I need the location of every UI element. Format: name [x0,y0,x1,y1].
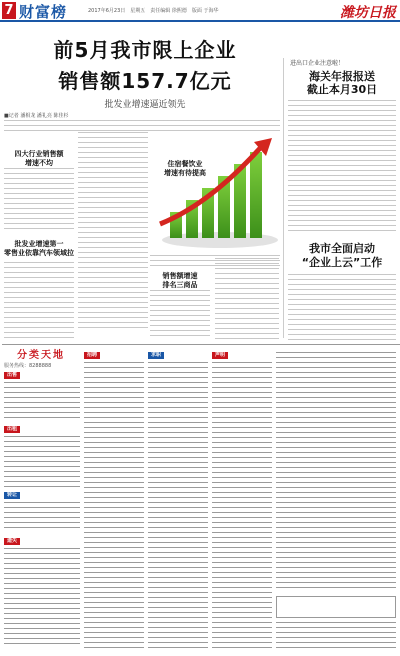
tag-transfer: 转让 [4,492,20,499]
text-column [84,362,144,648]
subhead-2: 批发业增速第一 零售业依靠汽车领域拉 [4,240,74,257]
tag-rent: 出租 [4,426,20,433]
classified-title: 分类天地 [17,350,65,361]
text-column [4,168,74,233]
text-column [212,362,272,648]
text-column [78,132,148,332]
right-headline-2-line-2: “企业上云”工作 [301,256,383,269]
text-column [276,352,396,592]
tag-lost: 遗失 [4,538,20,545]
bar-6 [250,152,262,238]
right-kicker: 进出口企业注意啦！ [290,60,345,67]
subhead-3: 住宿餐饮业 增速有待提高 [164,160,206,177]
text-column [276,622,396,648]
text-column [288,274,396,340]
right-headline-1-line-1: 海关年报报送 [309,70,375,83]
text-column [4,262,74,340]
right-headline-1 [286,70,398,96]
classified-hotline: 服务热线：8288888 [4,363,52,369]
right-headline-2 [286,242,398,270]
newspaper-logo: 潍坊日报 [340,5,396,21]
right-headline-1-line-2: 截止本月30日 [306,83,378,96]
text-column [4,382,80,422]
subhead-1: 四大行业销售额 增速不均 [14,150,64,167]
right-headline-2-line-1: 我市全面启动 [309,242,375,255]
issue-meta: 2017年6月23日 星期五 责任编辑 徐熙德 版面 于海华 [88,8,219,14]
text-column [288,100,396,235]
text-column [4,502,80,532]
headline-subtitle: 批发业增速逼近领先 [104,100,186,110]
subhead-4: 销售额增速 排名三商品 [162,272,198,289]
section-title: 财富榜 [19,3,68,21]
growth-illustration-svg [150,132,280,252]
byline: ■记者 潘相龙 潘礼亮 陈佳杉 [4,113,69,119]
main-headline [20,34,270,110]
tag-recruit: 招聘 [84,352,100,359]
page-number: 7 [2,2,16,19]
tag-sell: 出售 [4,372,20,379]
text-column [4,548,80,648]
page-header [0,0,400,22]
headline-line-1: 前5月我市限上企业 [53,38,237,62]
classified-divider [2,344,400,345]
byline-text: 记者 潘相龙 潘礼亮 陈佳杉 [8,113,69,119]
notice-box [276,596,396,618]
growth-illustration [150,132,280,252]
text-column [148,362,208,648]
headline-line-2: 销售额157.7亿元 [58,69,232,93]
text-column [4,120,280,132]
tag-statement: 声明 [212,352,228,359]
text-column [215,258,279,340]
text-column [4,436,80,488]
tag-jobseek: 求职 [148,352,164,359]
text-column [150,290,210,340]
